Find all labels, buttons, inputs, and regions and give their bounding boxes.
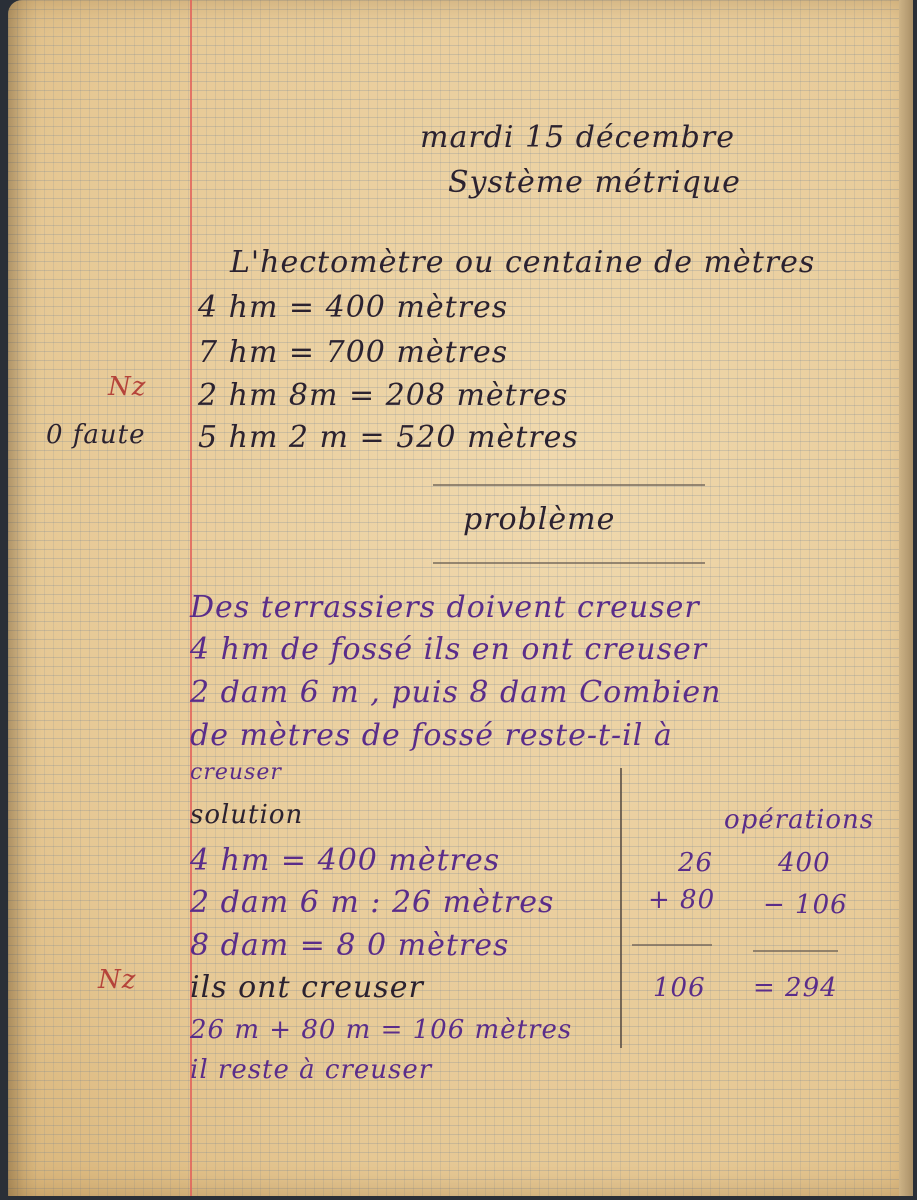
problem-line: 4 hm de fossé ils en ont creuser bbox=[190, 632, 708, 667]
addition-operand: + 80 bbox=[648, 885, 716, 915]
addition-result: 106 bbox=[653, 973, 706, 1003]
column-separator bbox=[620, 768, 622, 1048]
subtraction-operand: 400 bbox=[778, 848, 831, 878]
problem-line: creuser bbox=[190, 760, 282, 785]
lesson-line: 5 hm 2 m = 520 mètres bbox=[198, 420, 579, 455]
divider-line bbox=[433, 484, 705, 486]
addition-operand: 26 bbox=[678, 848, 714, 878]
notebook-page bbox=[8, 0, 913, 1196]
problem-line: de mètres de fossé reste-t-il à bbox=[190, 718, 673, 753]
grade-mark: Nz bbox=[108, 372, 147, 402]
problem-line: Des terrassiers doivent creuser bbox=[190, 590, 700, 625]
subtraction-line bbox=[753, 950, 838, 952]
problem-line: 2 dam 6 m , puis 8 dam Combien bbox=[190, 675, 722, 710]
operations-label: opérations bbox=[724, 805, 875, 835]
solution-line: 2 dam 6 m : 26 mètres bbox=[190, 885, 555, 920]
subtraction-operand: − 106 bbox=[763, 890, 848, 920]
divider-line bbox=[433, 562, 705, 564]
solution-label: solution bbox=[190, 800, 304, 830]
solution-line: 4 hm = 400 mètres bbox=[190, 843, 501, 878]
solution-line: 8 dam = 8 0 mètres bbox=[190, 928, 510, 963]
subtraction-result: = 294 bbox=[753, 973, 838, 1003]
solution-line: 26 m + 80 m = 106 mètres bbox=[190, 1015, 573, 1045]
lesson-line: 2 hm 8m = 208 mètres bbox=[198, 378, 569, 413]
fault-count: 0 faute bbox=[46, 420, 146, 450]
date-heading: mardi 15 décembre bbox=[420, 120, 735, 155]
lesson-title: Système métrique bbox=[448, 165, 741, 200]
grade-mark: Nz bbox=[98, 965, 137, 995]
page-edge bbox=[899, 0, 913, 1196]
solution-line: il reste à creuser bbox=[190, 1055, 433, 1085]
lesson-line: 7 hm = 700 mètres bbox=[198, 335, 509, 370]
lesson-heading: L'hectomètre ou centaine de mètres bbox=[230, 245, 816, 280]
addition-line bbox=[632, 944, 712, 946]
lesson-line: 4 hm = 400 mètres bbox=[198, 290, 509, 325]
problem-title: problème bbox=[463, 502, 616, 537]
solution-line: ils ont creuser bbox=[190, 970, 424, 1005]
